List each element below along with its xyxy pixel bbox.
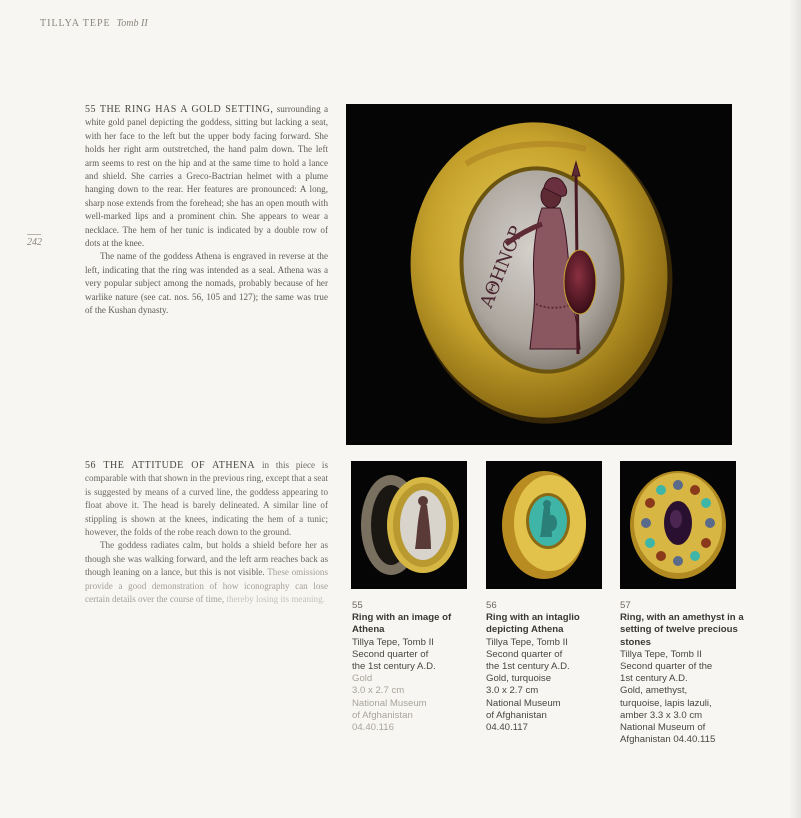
entry-56-text xyxy=(85,459,328,606)
entry-55-text xyxy=(85,103,328,318)
caption-57-line: 1st century A.D. xyxy=(620,673,688,685)
caption-56-line: 04.40.117 xyxy=(486,722,528,734)
caption-55-line: Gold xyxy=(352,673,373,685)
caption-57-title: Ring, with an amethyst in a setting of twelve precious stones xyxy=(620,612,744,648)
running-head xyxy=(40,18,148,29)
ring-56-illustration xyxy=(486,461,602,589)
caption-55-line: the 1st century A.D. xyxy=(352,661,436,673)
book-title: TILLYA TEPE xyxy=(40,18,111,29)
caption-57-line: turquoise, lapis lazuli, xyxy=(620,697,712,709)
caption-57-line: Tillya Tepe, Tomb II xyxy=(620,648,702,660)
caption-55-line: of Afghanistan xyxy=(352,709,413,721)
caption-55-line: 04.40.116 xyxy=(352,722,394,734)
page-number-rule xyxy=(27,234,41,235)
caption-57-line: Gold, amethyst, xyxy=(620,685,688,697)
caption-55-line: Second quarter of xyxy=(352,648,429,660)
caption-55-number: 55 xyxy=(352,600,363,611)
caption-56-number: 56 xyxy=(486,600,497,611)
entry-56-paragraph-2c: thereby losing its meaning. xyxy=(226,594,325,605)
caption-57-line: Second quarter of the xyxy=(620,661,713,673)
entry-56-paragraph-1: in this piece is comparable with that shown in the previous ring, except that a seat is suggested by means of a curved line, the goddess appearing to float above it. The head is barely delineated. A similar line of stippling is shown at the knees, indicating the hem of a tunic; however, the folds of the robe reach down to the ground. xyxy=(85,460,328,538)
caption-56 xyxy=(486,600,604,734)
ring-56-photo xyxy=(486,461,602,589)
caption-56-title: Ring with an intaglio depicting Athena xyxy=(486,612,580,636)
caption-57-line: Afghanistan 04.40.115 xyxy=(620,734,716,746)
caption-55 xyxy=(352,600,470,734)
caption-55-line: National Museum xyxy=(352,697,427,709)
caption-56-line: 3.0 x 2.7 cm xyxy=(486,685,539,697)
ring-55-large-illustration xyxy=(346,104,732,445)
caption-56-line: Gold, turquoise xyxy=(486,673,552,685)
entry-55-paragraph-2: The name of the goddess Athena is engraved in reverse at the left, indicating that the ring was intended as a seal. Athena was a very popular subject among the nomads, probably because of her warlike nature (see cat. nos. 56, 105 and 127); the same was true of the Kushan dynasty. xyxy=(85,251,328,316)
entry-56-paragraph-2b: These omissions provide a good demonstration of how iconography can lose certain details over the course of time, xyxy=(85,567,328,605)
caption-57-line: amber 3.3 x 3.0 cm xyxy=(620,709,703,721)
entry-56-paragraph-2a: The goddess radiates calm, but holds a shield before her as though she was walking forward, and the left arm reaches back as though leaning on a lance, but this is not visible. xyxy=(85,540,328,578)
caption-55-title: Ring with an image of Athena xyxy=(352,612,452,636)
ring-57-photo xyxy=(620,461,736,589)
inscription-athena: ΑΘΗΝΟΡ xyxy=(476,223,528,311)
entry-55-lead: 55 THE RING HAS A GOLD SETTING, xyxy=(85,104,274,115)
caption-56-line: of Afghanistan xyxy=(486,709,547,721)
caption-57-number: 57 xyxy=(620,600,631,611)
entry-56-lead: 56 THE ATTITUDE OF ATHENA xyxy=(85,460,256,471)
caption-57 xyxy=(620,600,748,746)
section-title: Tomb II xyxy=(116,18,148,29)
ring-55-illustration xyxy=(351,461,467,589)
caption-56-line: National Museum xyxy=(486,697,561,709)
caption-56-line: the 1st century A.D. xyxy=(486,661,570,673)
ring-57-illustration xyxy=(620,461,736,589)
caption-55-line: 3.0 x 2.7 cm xyxy=(352,685,405,697)
ring-55-large-photo xyxy=(346,104,732,445)
athena-shield xyxy=(564,250,596,314)
caption-57-line: National Museum of xyxy=(620,722,706,734)
ring-55-photo xyxy=(351,461,467,589)
caption-55-line: Tillya Tepe, Tomb II xyxy=(352,636,434,648)
page-number: 242 xyxy=(27,237,42,248)
page-edge-shadow xyxy=(789,0,801,818)
caption-56-line: Tillya Tepe, Tomb II xyxy=(486,636,568,648)
caption-56-line: Second quarter of xyxy=(486,648,563,660)
entry-55-paragraph-1: surrounding a white gold panel depicting the goddess, sitting but lacking a seat, with her face to the left but the upper body facing forward. She holds her right arm outstretched, the hand palm down. The left arm seems to rest on the hip and at the same time to hold a lance and shield. She carries a Greco-Bactrian helmet with a plume hanging down to the rear. Her features are pronounced: A long, sharp nose extends from the forehead; she has an open mouth with well-marked lips and a prominent chin. She appears to wear a necklace. The hem of her tunic is indicated by a double row of dots at the knee. xyxy=(85,104,328,249)
